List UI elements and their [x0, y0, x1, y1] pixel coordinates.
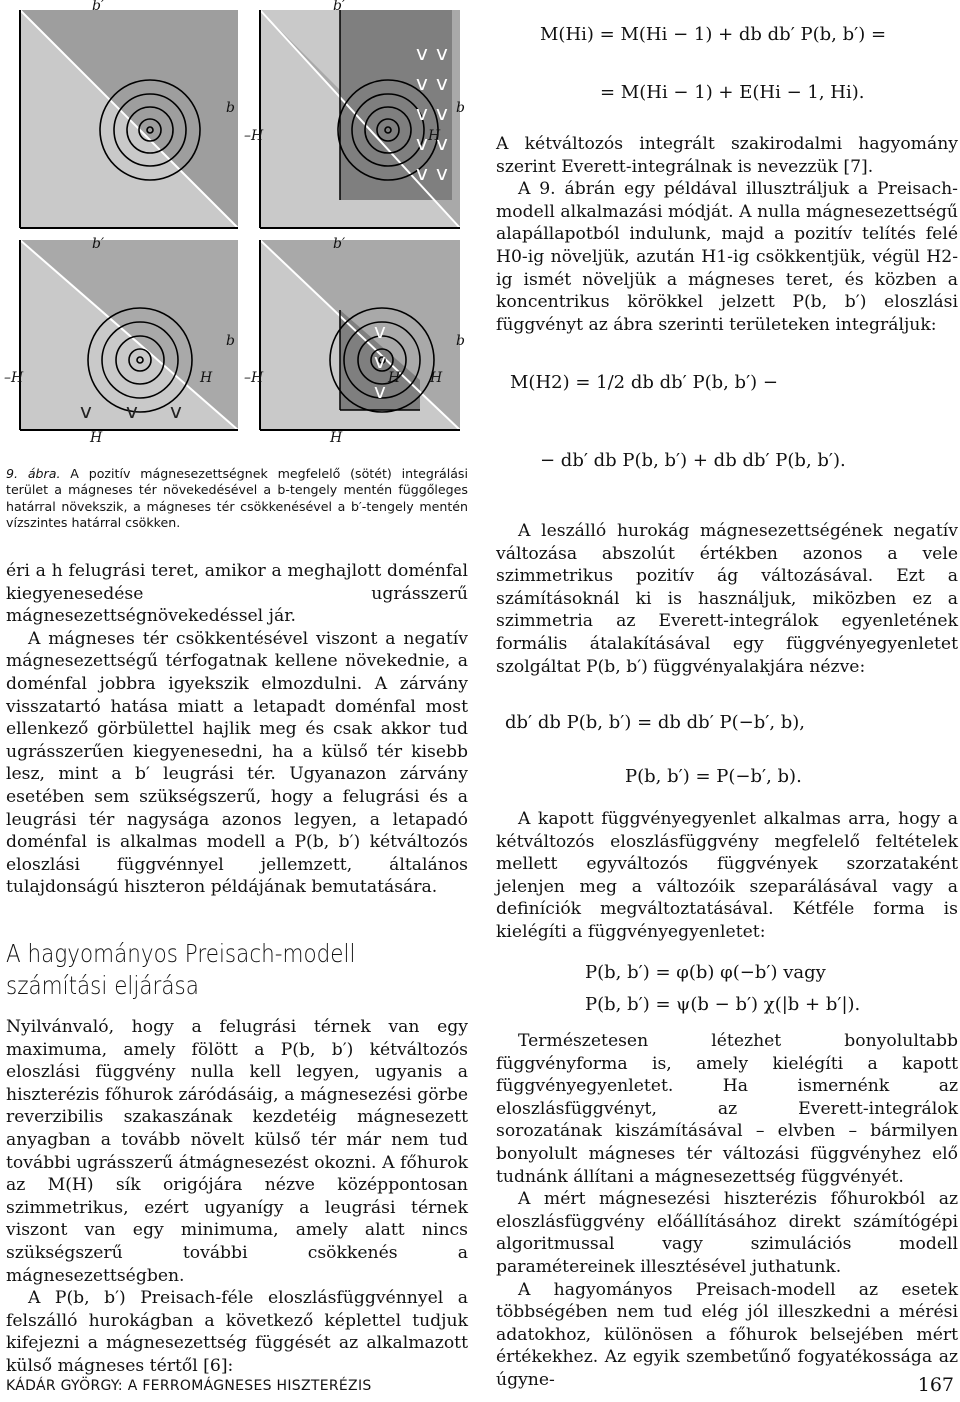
equation-4-line1: P(b, b′) = φ(b) φ(−b′) vagy — [585, 962, 826, 983]
right-column-4 — [496, 1030, 958, 1392]
svg-text:v: v — [436, 41, 448, 65]
right-p5: Természetesen létezhet bonyolultabb függvényforma is, amely kielégíti a kapott függvényegyenletet. Ha ismernénk az eloszlásfüggvényt, az Everett-integrálok sorozatának kiszámításával – elvben – bármilyen bonyolult mágneses tér változási függvényhez elő tudnánk állítani a mágnesezettség függvényét. — [496, 1031, 958, 1187]
svg-text:v: v — [436, 101, 448, 125]
label-bprime-a: b′ — [92, 0, 105, 14]
svg-text:v: v — [374, 319, 386, 343]
page-number: 167 — [917, 1374, 954, 1396]
equation-3-line1: db′ db P(b, b′) = db db′ P(−b′, b), — [505, 712, 806, 733]
left-p1: éri a h felugrási teret, amikor a meghajlott doménfal kiegyenesedése ugrásszerű mágnesezettségnövekedéssel jár. — [6, 561, 468, 627]
label-bprime-b: b′ — [333, 0, 346, 14]
panel-top-left — [20, 10, 238, 228]
left-p2: A mágneses tér csökkentésével viszont a negatív mágnesezettségű térfogatnak kellene növekednie, a doménfal jobbra igyekszik elmozdulni. A zárvány visszatartó hatása miatt a letapadt doménfal most ellenkező görbülettel hajlik meg és csak akkor tud ugrásszerűen kiegyenesedni, ha a külső tér kisebb lesz, mint a b′ leugrási tér. Ugyanazon zárvány esetében sem szükségszerű, hogy a felugrási és a leugrási tér nagysága azonos legyen, a letapadó doménfal is alkalmas modell a P(b, b′) kétváltozós eloszlási függvénnyel jellemzett, általános tulajdonságú hiszteron példájának bemutatására. — [6, 628, 468, 898]
svg-text:v: v — [374, 349, 386, 373]
panel-bottom-right — [260, 240, 460, 430]
label-b-b: b — [456, 100, 465, 116]
left-p4: A P(b, b′) Preisach-féle eloszlásfüggvénnyel a felszálló hurokágban a következő képlettel tudjuk kifejezni a mágnesezettség függését az alkalmazott külső mágneses tértől [6]: — [6, 1288, 468, 1376]
equation-1-line1: M(Hi) = M(Hi − 1) + db db′ P(b, b′) = — [540, 24, 887, 45]
caption-lead: 9. ábra. — [6, 466, 61, 481]
svg-text:v: v — [416, 41, 428, 65]
right-p1: A kétváltozós integrált szakirodalmi hagyomány szerint Everett-integrálnak is nevezzük [7]. — [496, 134, 958, 177]
right-p4: A kapott függvényegyenlet alkalmas arra, hogy a kétváltozós eloszlásfüggvény megfelelő feltételek mellett egyváltozós függvények szorzataként jelenjen meg a változóik szeparálásával vagy a definíciók megváltoztatásával. Kétféle forma is kielégíti a függvényegyenletet: — [496, 809, 958, 942]
svg-text:v: v — [416, 101, 428, 125]
panel-bottom-left — [20, 240, 238, 430]
right-p2: A 9. ábrán egy példával illusztráljuk a Preisach-modell alkalmazási módját. A nulla mágnesezettségű alapállapotból indulunk, majd a pozitív telítés felé H0-ig növeljük, azután H1-ig csökkentjük, végül H2-ig ismét növeljük a mágneses teret, és közben a koncentrikus körökkel jelzett P(b, b′) eloszlási függvényt az ábra szerinti területeken integráljuk: — [496, 179, 958, 335]
label-H1-c: H — [90, 430, 103, 446]
label-H0-c: H — [200, 370, 213, 386]
label-H2-d: H — [388, 370, 401, 386]
label-H0-b: H — [428, 128, 441, 144]
label-b-a: b — [226, 100, 235, 116]
equation-4-line2: P(b, b′) = ψ(b − b′) χ(|b + b′|). — [585, 994, 861, 1015]
svg-text:v: v — [126, 399, 138, 423]
right-column-2 — [496, 520, 958, 678]
svg-text:v: v — [374, 379, 386, 403]
caption-text: A pozitív mágnesezettségnek megfelelő (sötét) integrálási terület a mágneses tér növekedésével a b-tengely mentén függőleges határral növekszik, a mágneses tér csökkenésével a b′-tengely mentén vízszintes határral csökken. — [6, 466, 468, 531]
right-p6: A mért mágnesezési hiszterézis főhurokból az eloszlásfüggvény előállításához direkt számítógépi algoritmussal vagy szimulációs modell paramétereinek illesztésével juthatunk. — [496, 1189, 958, 1277]
equation-2-line2: − db′ db P(b, b′) + db db′ P(b, b′). — [540, 450, 846, 471]
right-column-1 — [496, 133, 958, 336]
figure-9 — [0, 0, 470, 460]
svg-text:v: v — [436, 71, 448, 95]
figure-caption — [6, 466, 468, 532]
svg-text:v: v — [416, 131, 428, 155]
equation-2-line1: M(H2) = 1/2 db db′ P(b, b′) − — [510, 372, 778, 393]
left-p3: Nyilvánvaló, hogy a felugrási térnek van egy maximuma, amely fölött a P(b, b′) kétváltozós eloszlási függvény nulla kell legyen, ugyanis a hiszterézis főhurok záródásáig, a mágnesezési görbe reverzibilis szakaszának kezdetéig mágnesezett anyagban a tovább növelt külső tér már nem tud további ugrásszerű átmágnesezést okozni. A főhurok az M(H) sík origójára nézve középpontosan szimmetrikus, ezért ugyanígy a leugrási térnek viszont van egy minimuma, amely alatt nincs szükségszerű további csökkenés a mágnesezettségben. — [6, 1017, 468, 1286]
right-p3: A leszálló hurokág mágnesezettségének negatív változása abszolút értékben azonos a vele szimmetrikus pozitív ág változásával. Ezt a számításoknál ki is használjuk, miközben ez a szimmetria az Everett-integrálok egyenletének formális átalakításával egy függvényegyenletet szolgáltat P(b, b′) függvényalakjára nézve: — [496, 521, 958, 677]
label-H1-d: H — [330, 430, 343, 446]
label-negH0-b: –H — [244, 128, 264, 144]
svg-text:v: v — [416, 161, 428, 185]
label-negH0-c: –H — [4, 370, 24, 386]
label-H0-d: H — [430, 370, 443, 386]
right-column-3 — [496, 808, 958, 944]
running-footer-title: KÁDÁR GYÖRGY: A FERROMÁGNESES HISZTERÉZIS — [6, 1378, 372, 1394]
label-b-d: b — [456, 333, 465, 349]
left-column-top — [6, 560, 468, 899]
left-column-bottom — [6, 1016, 468, 1378]
section-heading: A hagyományos Preisach-modell számítási eljárása — [6, 939, 356, 1000]
svg-text:v: v — [436, 131, 448, 155]
right-p7: A hagyományos Preisach-modell az esetek többségében nem tud elég jól illeszkedni a mérési adatokhoz, különösen a főhurok belsejében mért értékekhez. Az egyik szembetűnő fogyatékossága az úgyne- — [496, 1279, 958, 1390]
svg-text:v: v — [416, 71, 428, 95]
svg-text:v: v — [170, 399, 182, 423]
label-bprime-c: b′ — [92, 236, 105, 252]
svg-text:v: v — [80, 399, 92, 423]
svg-text:v: v — [436, 161, 448, 185]
label-b-c: b — [226, 333, 235, 349]
equation-1-line2: = M(Hi − 1) + E(Hi − 1, Hi). — [600, 82, 865, 103]
panel-top-right — [260, 10, 460, 228]
label-bprime-d: b′ — [333, 236, 346, 252]
label-negH0-d: –H — [244, 370, 264, 386]
equation-3-line2: P(b, b′) = P(−b′, b). — [625, 766, 802, 787]
